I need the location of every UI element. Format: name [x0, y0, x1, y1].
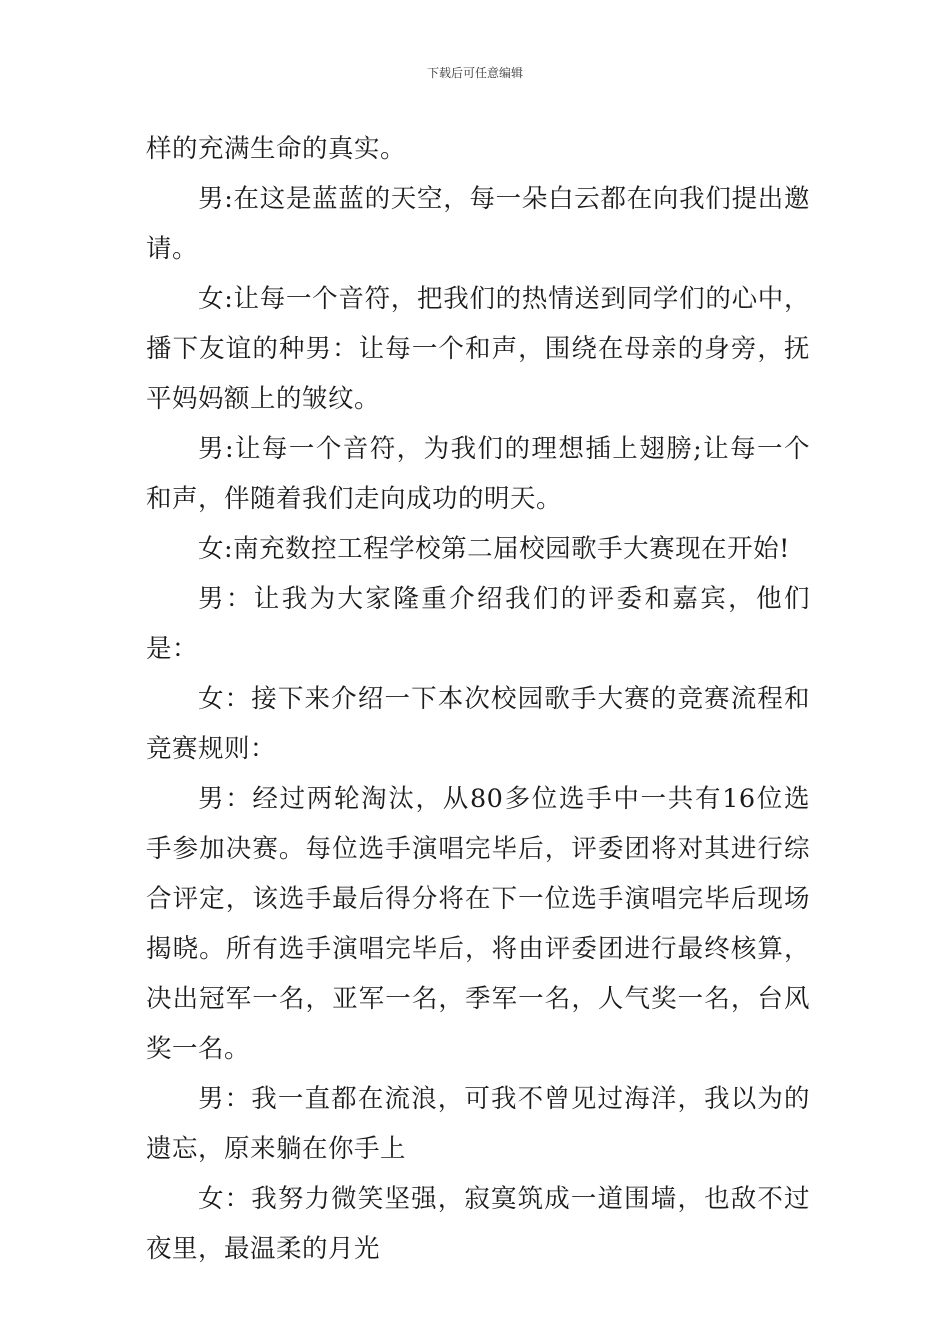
- paragraph: 女：我努力微笑坚强，寂寞筑成一道围墙，也敌不过夜里，最温柔的月光: [146, 1184, 810, 1264]
- paragraph: 男:在这是蓝蓝的天空，每一朵白云都在向我们提出邀请。: [146, 184, 810, 264]
- page-header: 下载后可任意编辑: [426, 66, 523, 80]
- paragraph: 男：经过两轮淘汰，从80多位选手中一共有16位选手参加决赛。每位选手演唱完毕后，评委团将对其进行综合评定，该选手最后得分将在下一位选手演唱完毕后现场揭晓。所有选手演唱完毕后，将由评委团进行最终核算，决出冠军一名，亚军一名，季军一名，人气奖一名，台风奖一名。: [146, 784, 810, 1064]
- paragraph: 男：让我为大家隆重介绍我们的评委和嘉宾，他们是：: [146, 584, 810, 664]
- paragraph: 男：我一直都在流浪，可我不曾见过海洋，我以为的遗忘，原来躺在你手上: [146, 1084, 810, 1164]
- paragraph: 样的充满生命的真实。: [146, 134, 407, 164]
- paragraph: 女:让每一个音符，把我们的热情送到同学们的心中，播下友谊的种男：让每一个和声，围绕在母亲的身旁，抚平妈妈额上的皱纹。: [146, 284, 810, 414]
- paragraph: 女:南充数控工程学校第二届校园歌手大赛现在开始!: [198, 534, 790, 564]
- document-body: [146, 124, 810, 1274]
- paragraph: 女：接下来介绍一下本次校园歌手大赛的竞赛流程和竞赛规则：: [146, 684, 810, 764]
- paragraph: 男:让每一个音符，为我们的理想插上翅膀;让每一个和声，伴随着我们走向成功的明天。: [146, 434, 810, 514]
